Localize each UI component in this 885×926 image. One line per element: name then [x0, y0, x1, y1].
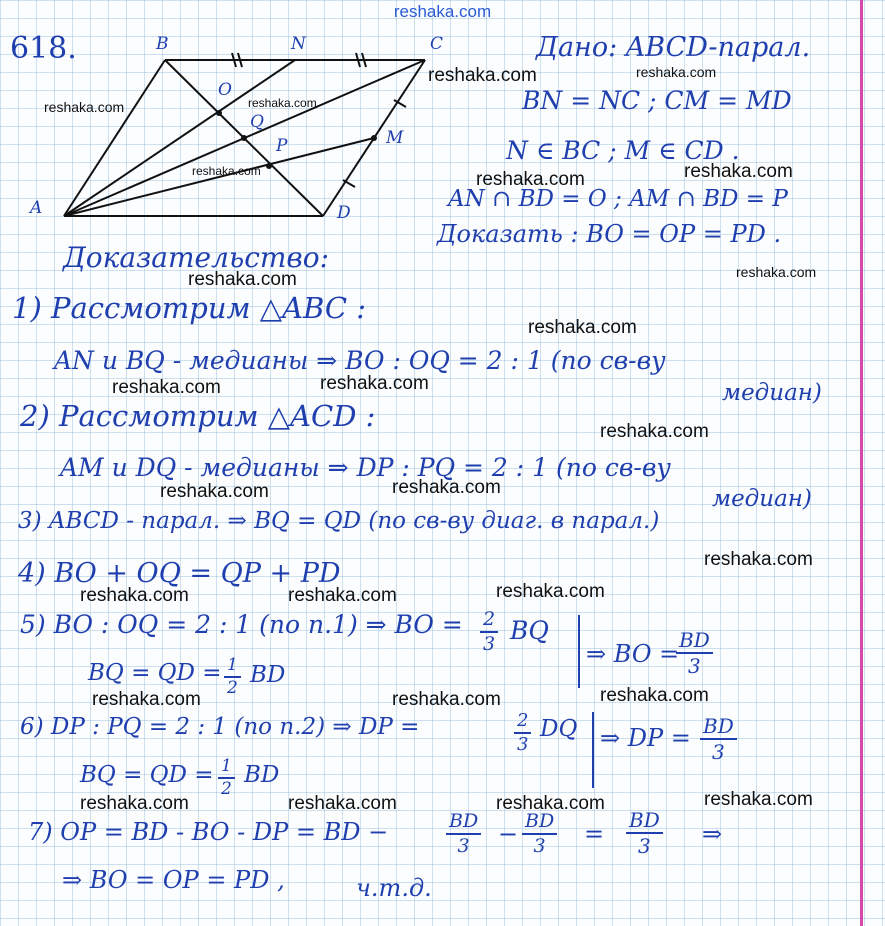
watermark: reshaka.com	[476, 169, 585, 190]
given-line-4: Доказать : BO = OP = PD .	[437, 220, 782, 248]
watermark: reshaka.com	[496, 793, 605, 814]
point-o-dot	[216, 110, 222, 116]
frac-1-2-s6: $\frac{1}{2}$	[218, 758, 235, 798]
watermark: reshaka.com	[736, 264, 817, 280]
label-d: D	[337, 203, 351, 223]
frac-1-2-s5: $\frac{1}{2}$	[224, 657, 241, 697]
watermark: reshaka.com	[528, 317, 637, 338]
step-7: 7) OP = BD - BO - DP = BD −	[28, 818, 389, 846]
label-p: P	[276, 136, 288, 156]
watermark: reshaka.com	[600, 421, 709, 442]
point-q-dot	[241, 135, 247, 141]
frac-bd-3-s7a: $\frac{BD}{3}$	[446, 812, 481, 856]
label-a: A	[30, 198, 43, 218]
step-6-line-b: BQ = QD =	[80, 762, 214, 788]
frac-2-3-s5: $\frac{2}{3}$	[480, 610, 498, 654]
step-7-line-b: ⇒ BO = OP = PD ,	[62, 866, 285, 894]
step-2-line-c: медиан)	[712, 486, 812, 512]
step-4: 4) BO + OQ = QP + PD	[18, 558, 341, 589]
step-6-result: ⇒ DP =	[600, 724, 691, 752]
step-6-bracket	[592, 712, 594, 788]
given-line-2: N ∈ BC ; M ∈ CD .	[506, 136, 740, 165]
point-m-dot	[371, 135, 377, 141]
step-6-bd: BD	[244, 762, 280, 788]
watermark: reshaka.com	[80, 585, 189, 606]
side-ab	[64, 60, 165, 216]
label-q: Q	[250, 112, 264, 132]
watermark: reshaka.com	[392, 689, 501, 710]
watermark: reshaka.com	[288, 585, 397, 606]
label-n: N	[291, 34, 306, 54]
watermark: reshaka.com	[684, 161, 793, 182]
step-6: 6) DP : PQ = 2 : 1 (по п.2) ⇒ DP =	[20, 714, 420, 740]
step-1-line-c: медиан)	[722, 380, 822, 406]
watermark: reshaka.com	[92, 689, 201, 710]
step-5-bq: BQ	[510, 616, 549, 645]
watermark: reshaka.com	[160, 481, 269, 502]
proof-title: Доказательство:	[63, 241, 330, 274]
watermark: reshaka.com	[80, 793, 189, 814]
watermark: reshaka.com	[704, 789, 813, 810]
step-1: 1) Рассмотрим △ABC :	[12, 291, 367, 325]
step-7-arrow: ⇒	[702, 820, 723, 848]
point-p-dot	[266, 163, 272, 169]
step-5-line-b: BQ = QD =	[88, 660, 222, 686]
frac-bd-3-s6: $\frac{BD}{3}$	[700, 716, 737, 762]
watermark: reshaka.com	[188, 269, 297, 290]
step-2-line-b: AM и DQ - медианы ⇒ DP : PQ = 2 : 1 (по св-ву	[60, 453, 671, 482]
problem-number: 618.	[10, 31, 77, 66]
watermark: reshaka.com	[44, 99, 125, 115]
step-7-minus: −	[498, 820, 519, 848]
step-5-bd: BD	[250, 662, 286, 688]
watermark: reshaka.com	[192, 164, 261, 178]
watermark: reshaka.com	[112, 377, 221, 398]
frac-bd-3-s7c: $\frac{BD}{3}$	[626, 810, 663, 856]
step-2: 2) Рассмотрим △ACD :	[20, 399, 376, 433]
label-o: O	[218, 80, 232, 100]
watermark: reshaka.com	[428, 65, 537, 86]
watermark: reshaka.com	[248, 96, 317, 110]
step-6-dq: DQ	[540, 716, 578, 742]
given-line-3: AN ∩ BD = O ; AM ∩ BD = P	[448, 186, 788, 212]
given-line-1: BN = NC ; CM = MD	[522, 86, 792, 115]
watermark: reshaka.com	[636, 64, 717, 80]
step-5: 5) BO : OQ = 2 : 1 (по п.1) ⇒ BO =	[20, 610, 463, 639]
watermark: reshaka.com	[288, 793, 397, 814]
watermark: reshaka.com	[600, 685, 709, 706]
step-3: 3) ABCD - парал. ⇒ BQ = QD (по св-ву диаг. в парал.)	[18, 508, 660, 534]
step-7-equals: =	[584, 820, 605, 848]
label-c: C	[430, 34, 444, 54]
step-5-bracket	[578, 615, 580, 688]
given-title: Дано: ABCD-парал.	[536, 32, 811, 63]
frac-bd-3-s5: $\frac{BD}{3}$	[676, 630, 713, 676]
label-b: B	[156, 34, 169, 54]
segment-an	[64, 60, 295, 216]
frac-bd-3-s7b: $\frac{BD}{3}$	[522, 812, 557, 856]
watermark: reshaka.com	[392, 477, 501, 498]
watermark-top: reshaka.com	[393, 2, 492, 21]
watermark: reshaka.com	[496, 581, 605, 602]
watermark: reshaka.com	[320, 373, 429, 394]
frac-2-3-s6: $\frac{2}{3}$	[514, 712, 531, 754]
step-5-result: ⇒ BO =	[586, 640, 680, 668]
label-m: M	[386, 128, 404, 148]
step-7-qed: ч.т.д.	[356, 874, 432, 902]
step-1-line-b: AN и BQ - медианы ⇒ BO : OQ = 2 : 1 (по св-ву	[54, 346, 666, 375]
watermark: reshaka.com	[704, 549, 813, 570]
